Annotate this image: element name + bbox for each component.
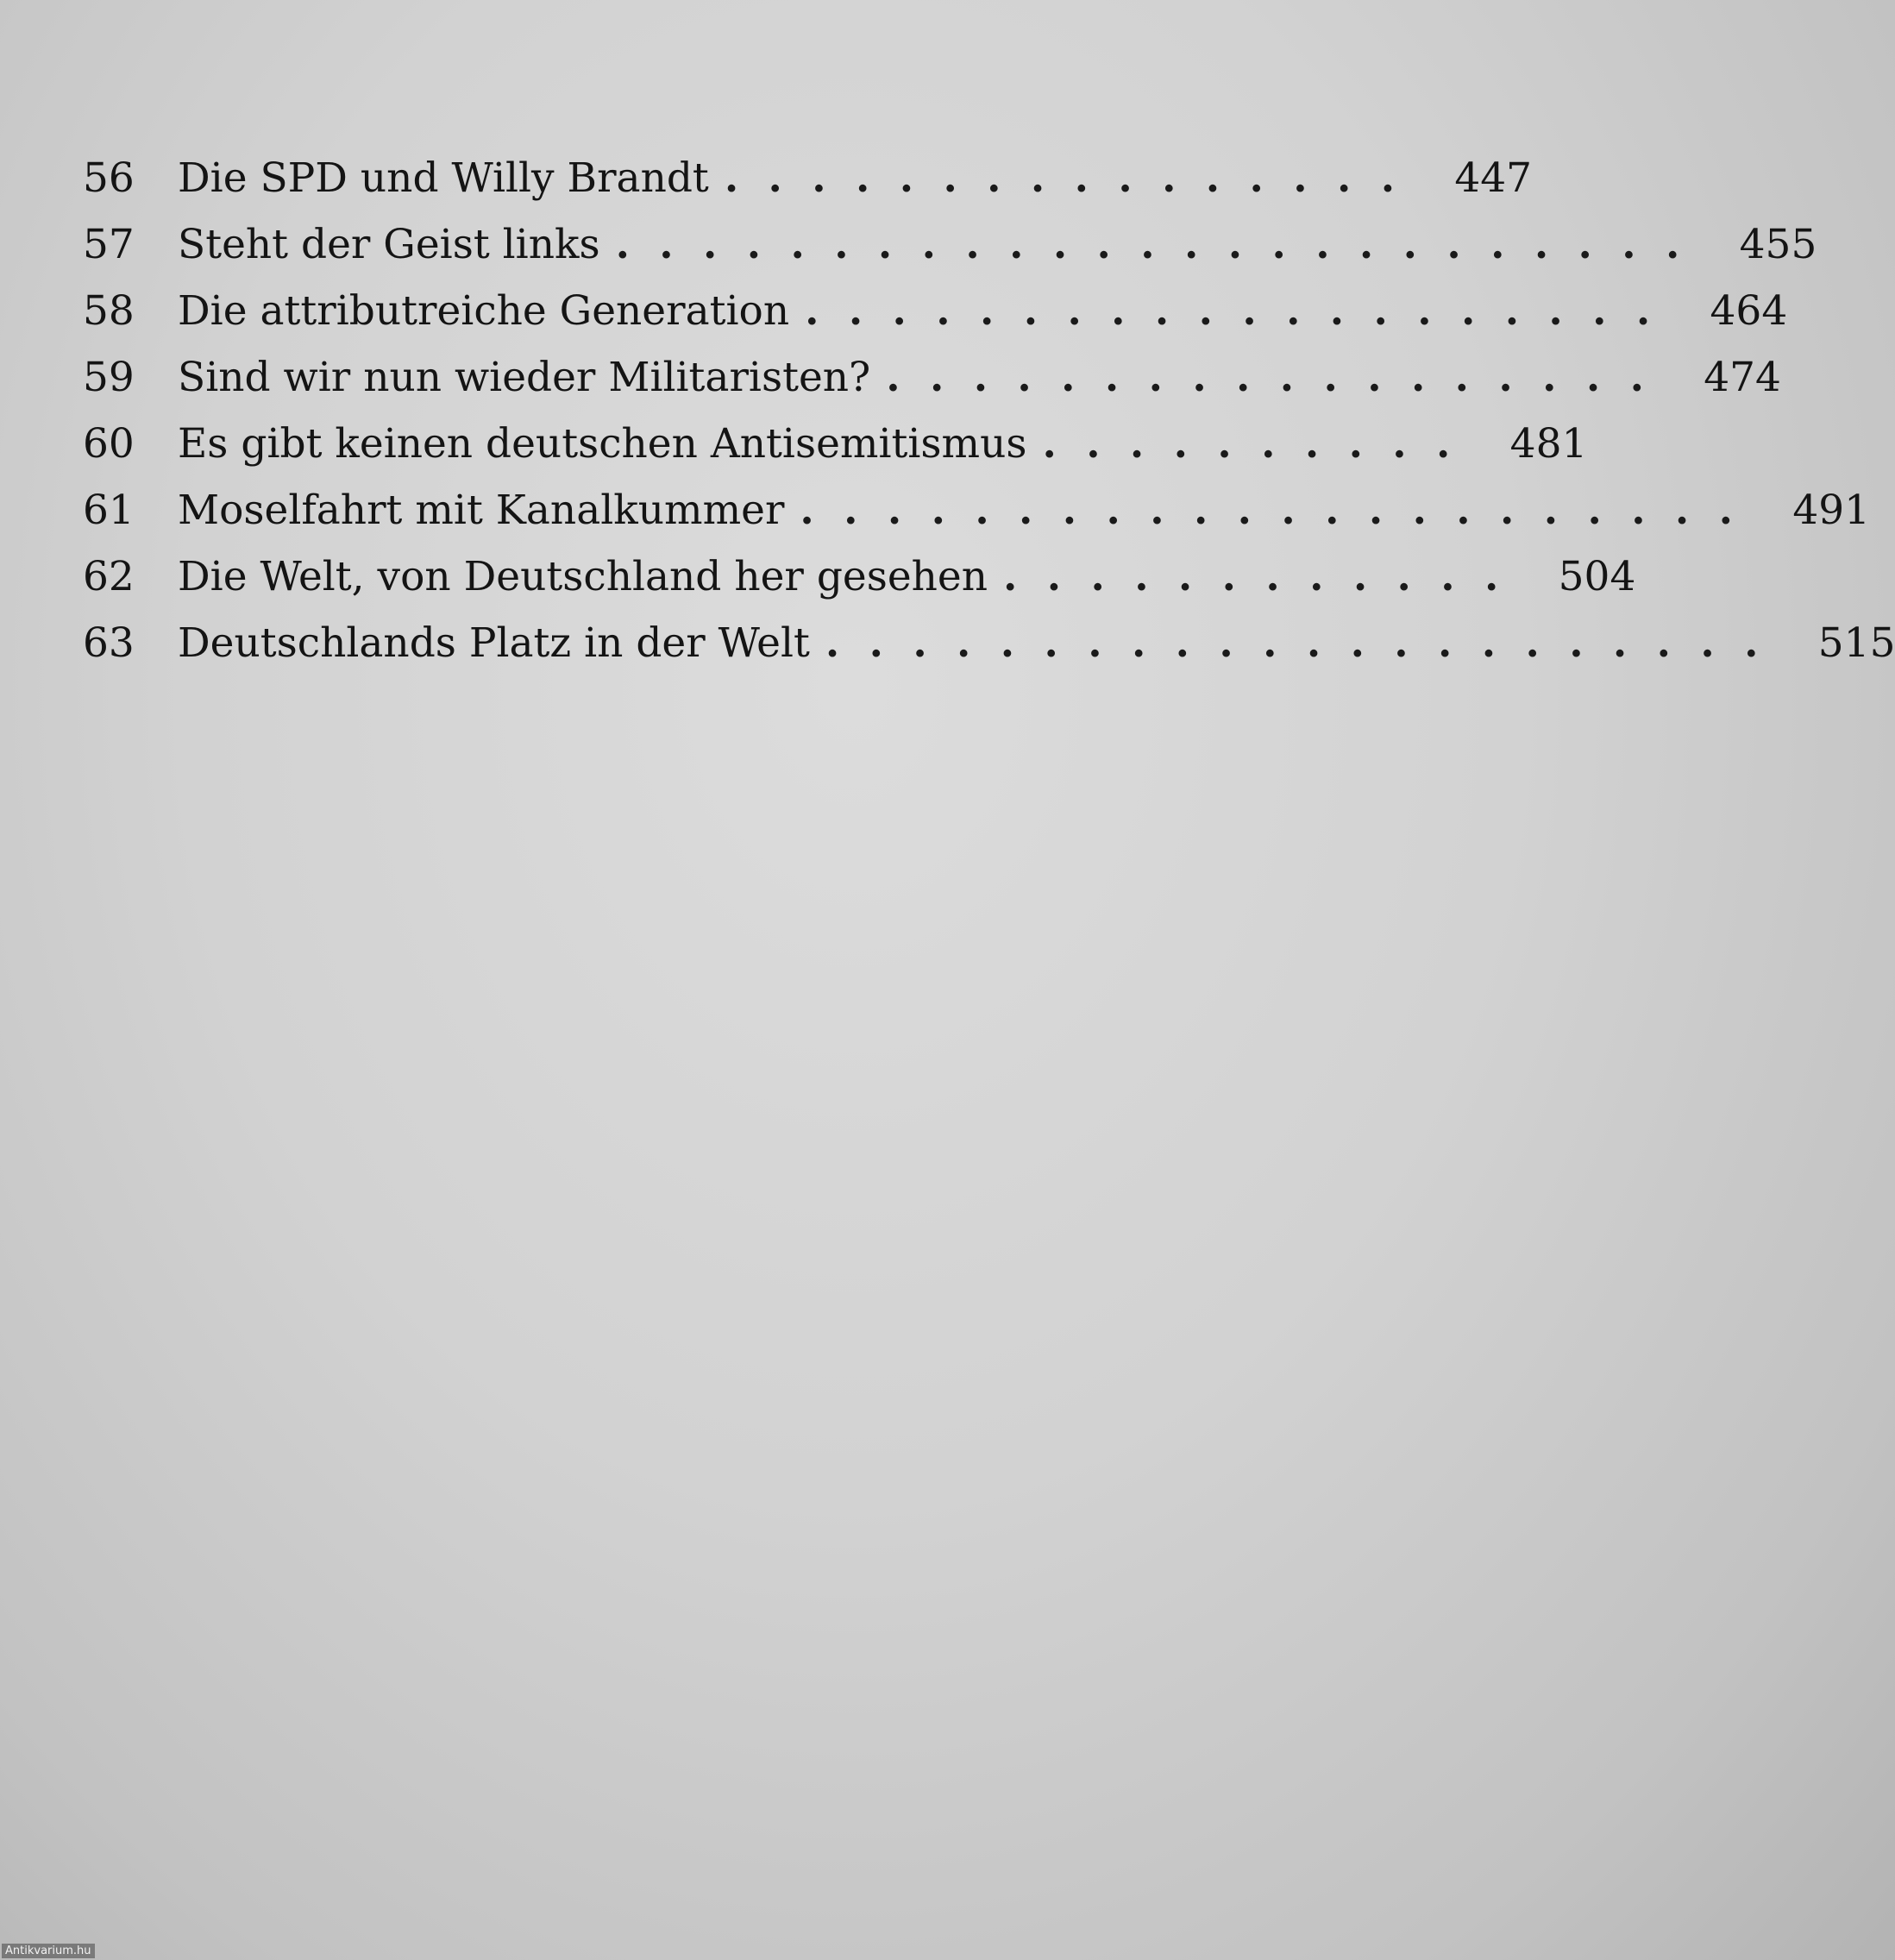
page-number: 481: [1509, 420, 1588, 468]
watermark: Antikvarium.hu: [2, 1944, 95, 1958]
page-number: 474: [1704, 354, 1781, 401]
toc-entry: [83, 211, 1817, 278]
chapter-number: 63: [83, 619, 135, 667]
chapter-number: 61: [83, 487, 135, 534]
toc-entry: [83, 344, 1781, 411]
page-number: 455: [1739, 221, 1817, 268]
chapter-number: 56: [83, 154, 135, 202]
table-of-contents: [83, 145, 1895, 676]
toc-entry: [83, 610, 1895, 676]
dot-leader: . . . . . . . . . . . . . . . . . .: [886, 354, 1652, 401]
dot-leader: . . . . . . . . . . . . . . . . . . . . . .: [825, 619, 1766, 667]
toc-entry: [83, 145, 1533, 211]
dot-leader: . . . . . . . . . . . .: [1003, 553, 1507, 600]
page-number: 515: [1817, 619, 1895, 667]
dot-leader: . . . . . . . . . .: [1042, 420, 1459, 468]
toc-entry: [83, 411, 1588, 477]
chapter-number: 57: [83, 221, 135, 268]
toc-entry: [83, 477, 1871, 543]
dot-leader: . . . . . . . . . . . . . . . . . . . . . .: [800, 487, 1741, 534]
chapter-title: Sind wir nun wieder Militaristen?: [178, 354, 871, 401]
chapter-number: 60: [83, 420, 135, 468]
toc-entry: [83, 543, 1636, 610]
chapter-title: Die Welt, von Deutschland her gesehen: [178, 553, 988, 600]
page-number: 464: [1710, 287, 1788, 335]
chapter-title: Deutschlands Platz in der Welt: [178, 619, 810, 667]
chapter-title: Steht der Geist links: [178, 221, 600, 268]
chapter-title: Moselfahrt mit Kanalkummer: [178, 487, 785, 534]
chapter-number: 59: [83, 354, 135, 401]
page-number: 491: [1792, 487, 1871, 534]
toc-entry: [83, 278, 1788, 344]
page-number: 504: [1558, 553, 1636, 600]
chapter-number: 58: [83, 287, 135, 335]
page-number: 447: [1454, 154, 1533, 202]
chapter-title: Die attributreiche Generation: [178, 287, 790, 335]
dot-leader: . . . . . . . . . . . . . . . . . . . . . . . . .: [615, 221, 1688, 268]
chapter-title: Es gibt keinen deutschen Antisemitismus: [178, 420, 1027, 468]
chapter-number: 62: [83, 553, 135, 600]
dot-leader: . . . . . . . . . . . . . . . .: [724, 154, 1403, 202]
chapter-title: Die SPD und Willy Brandt: [178, 154, 709, 202]
dot-leader: . . . . . . . . . . . . . . . . . . . .: [805, 287, 1659, 335]
